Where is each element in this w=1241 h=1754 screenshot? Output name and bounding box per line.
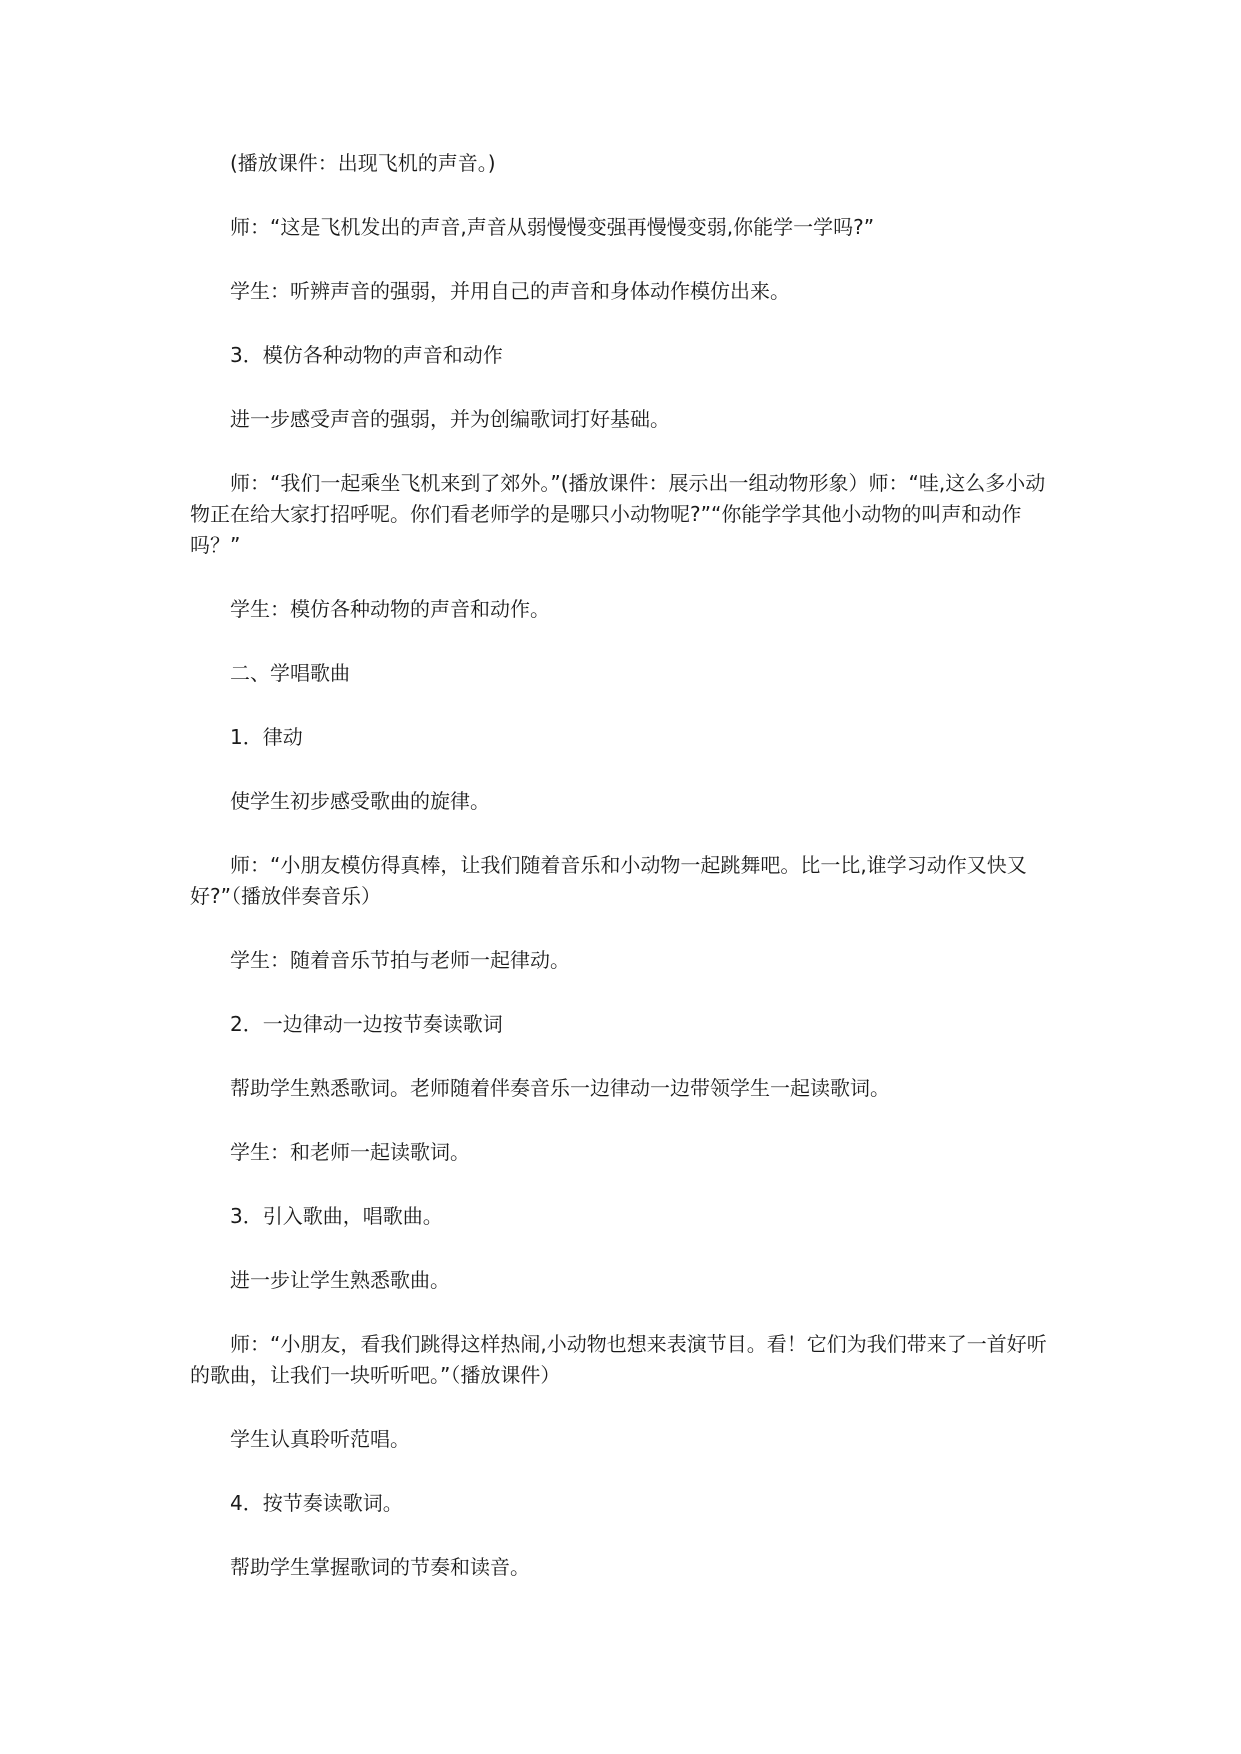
paragraph: 师：“这是飞机发出的声音,声音从弱慢慢变强再慢慢变弱,你能学一学吗?”: [230, 215, 875, 239]
section-heading: 2．一边律动一边按节奏读歌词: [230, 1012, 503, 1036]
paragraph: 学生：听辨声音的强弱，并用自己的声音和身体动作模仿出来。: [230, 279, 790, 303]
paragraph: 进一步让学生熟悉歌曲。: [230, 1268, 450, 1292]
paragraph: 进一步感受声音的强弱，并为创编歌词打好基础。: [230, 407, 670, 431]
paragraph: 帮助学生掌握歌词的节奏和读音。: [230, 1555, 530, 1579]
paragraph: 使学生初步感受歌曲的旋律。: [230, 789, 490, 813]
document-body: [190, 148, 1058, 1616]
paragraph: 师：“我们一起乘坐飞机来到了郊外。”(播放课件：展示出一组动物形象）师：“哇,这么多小动物正在给大家打招呼呢。你们看老师学的是哪只小动物呢?”“你能学学其他小动物的叫声和动作吗？”: [190, 471, 1046, 557]
paragraph: 师：“小朋友模仿得真棒，让我们随着音乐和小动物一起跳舞吧。比一比,谁学习动作又快又好?”（播放伴奏音乐）: [190, 853, 1027, 908]
section-heading: 4．按节奏读歌词。: [230, 1491, 403, 1515]
paragraph: (播放课件：出现飞机的声音。): [230, 151, 496, 175]
paragraph: 学生：模仿各种动物的声音和动作。: [230, 597, 550, 621]
paragraph: 帮助学生熟悉歌词。老师随着伴奏音乐一边律动一边带领学生一起读歌词。: [230, 1076, 890, 1100]
paragraph: 学生认真聆听范唱。: [230, 1427, 410, 1451]
paragraph: 学生：随着音乐节拍与老师一起律动。: [230, 948, 570, 972]
paragraph: 师：“小朋友，看我们跳得这样热闹,小动物也想来表演节目。看！它们为我们带来了一首好听的歌曲，让我们一块听听吧。”（播放课件）: [190, 1332, 1047, 1387]
paragraph: 学生：和老师一起读歌词。: [230, 1140, 470, 1164]
section-heading: 3．模仿各种动物的声音和动作: [230, 343, 503, 367]
section-heading: 3．引入歌曲，唱歌曲。: [230, 1204, 443, 1228]
section-heading: 1．律动: [230, 725, 303, 749]
section-heading: 二、学唱歌曲: [230, 661, 350, 685]
